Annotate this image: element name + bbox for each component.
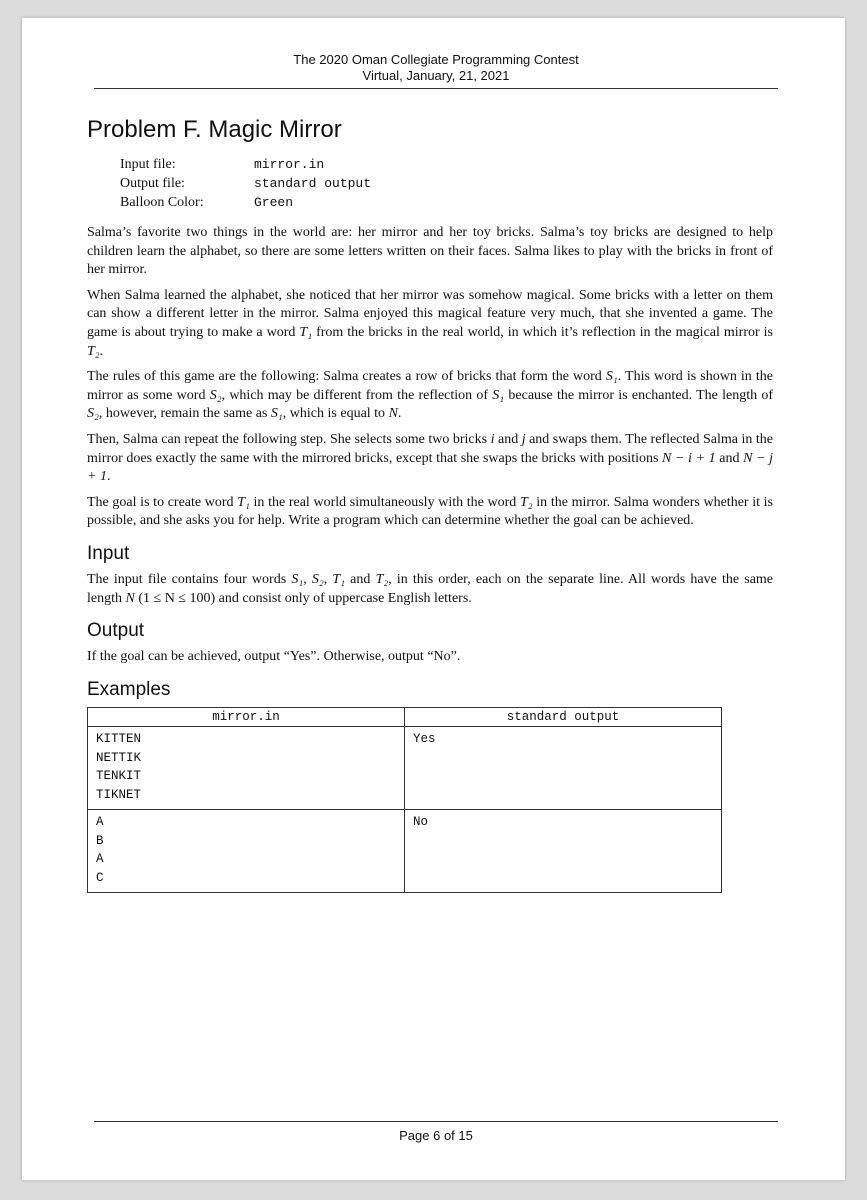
math-var: S₂ xyxy=(209,387,222,403)
text-run: , xyxy=(303,571,312,587)
text-run: The goal is to create word xyxy=(87,494,238,510)
text-run: , xyxy=(323,571,333,587)
math-var: T₂ xyxy=(519,494,533,510)
text-run: . This word is shown in the mirror as some word xyxy=(87,369,773,403)
meta-label: Input file: xyxy=(120,157,176,172)
example-input-line: TENKIT xyxy=(96,769,142,784)
examples-heading: Examples xyxy=(87,678,171,700)
example-output-cell xyxy=(405,727,722,810)
text-run: , however, remain the same as xyxy=(98,406,271,422)
math-var: T₁ xyxy=(332,571,346,587)
footer-rule xyxy=(94,1121,778,1122)
math-var: S₁ xyxy=(492,387,505,403)
text-run: , which is equal to xyxy=(282,406,389,422)
meta-output-file xyxy=(120,174,371,193)
text-run: The input file contains four words xyxy=(87,571,292,587)
text-run: because the mirror is enchanted. The length of xyxy=(504,387,773,403)
example-output-line: No xyxy=(413,815,429,830)
text-run: from the bricks in the real world, in which it’s reflection in the magical mirror is xyxy=(312,324,773,340)
example-input-line: B xyxy=(96,833,104,848)
examples-table xyxy=(87,707,722,894)
text-run: in the real world simultaneously with the word xyxy=(249,494,520,510)
meta-input-file xyxy=(120,155,371,174)
text-run: , which may be different from the reflection of xyxy=(221,387,493,403)
text-run: . xyxy=(397,406,402,422)
text-run: . xyxy=(99,343,104,359)
meta-value: standard output xyxy=(254,176,372,191)
statement-paragraph-3 xyxy=(87,368,773,424)
text-run: , in this order, each on the separate line. All words have the same length xyxy=(87,571,774,606)
meta-value: mirror.in xyxy=(254,157,325,172)
header-rule xyxy=(94,88,778,89)
meta-balloon-color xyxy=(120,193,371,212)
meta-label: Balloon Color: xyxy=(120,195,204,210)
math-expr: N − j + 1 xyxy=(87,450,773,485)
problem-title: Problem F. Magic Mirror xyxy=(87,116,342,143)
statement-paragraph-2 xyxy=(87,287,773,361)
math-var: T₂ xyxy=(375,571,389,587)
text-run: and swaps them. The reflected Salma in the mirror does exactly the same with the mirrored bricks, except that she swaps the bricks with positions xyxy=(87,431,773,466)
math-var: N xyxy=(125,590,135,606)
running-header xyxy=(94,52,778,84)
column-header-output: standard output xyxy=(405,707,722,727)
math-var: S₂ xyxy=(311,571,324,587)
contest-date: Virtual, January, 21, 2021 xyxy=(362,68,510,83)
text-run: and xyxy=(715,450,744,466)
column-header-input: mirror.in xyxy=(88,707,405,727)
output-paragraph: If the goal can be achieved, output “Yes”. Otherwise, output “No”. xyxy=(87,649,461,665)
math-var: S₁ xyxy=(291,571,304,587)
statement-paragraph-1: Salma’s favorite two things in the world are: her mirror and her toy bricks. Salma’s toy bricks are designed to help children learn the alphabet, so there are some letters written on their faces. Salma likes to play with the bricks in front of her mirror. xyxy=(87,225,773,278)
text-run: Then, Salma can repeat the following step. She selects some two bricks xyxy=(87,431,491,447)
example-input-line: TIKNET xyxy=(96,788,142,803)
text-run: in the mirror. Salma wonders whether it is possible, and she asks you for help. Write a program which can determine whether the goal can be achieved. xyxy=(87,494,773,529)
math-var: S₁ xyxy=(605,369,618,385)
math-var: N xyxy=(388,406,398,422)
examples-header-row xyxy=(88,707,722,727)
math-var: i xyxy=(490,431,495,447)
text-run: The rules of this game are the following: Salma creates a row of bricks that form the word xyxy=(87,369,606,385)
statement-paragraph-4 xyxy=(87,431,773,487)
output-heading: Output xyxy=(87,620,145,642)
text-run: . xyxy=(106,469,111,485)
page xyxy=(22,18,845,1180)
example-output-cell xyxy=(405,810,722,893)
math-var: j xyxy=(521,431,526,447)
text-run: and xyxy=(345,571,376,587)
example-input-line: NETTIK xyxy=(96,750,142,765)
math-var: T₁ xyxy=(299,324,313,340)
input-paragraph xyxy=(87,571,773,608)
statement-paragraph-5 xyxy=(87,494,773,531)
math-expr: N − i + 1 xyxy=(662,450,716,466)
text-run: and consist only of uppercase English letters. xyxy=(215,590,472,606)
example-input-line: A xyxy=(96,852,104,867)
math-var: S₁ xyxy=(270,406,283,422)
example-row xyxy=(88,727,722,810)
meta-value: Green xyxy=(254,195,294,210)
math-var: T₂ xyxy=(87,343,100,359)
contest-name: The 2020 Oman Collegiate Programming Contest xyxy=(293,52,579,67)
text-run: and xyxy=(494,431,522,447)
example-row xyxy=(88,810,722,893)
input-heading: Input xyxy=(87,542,130,564)
problem-meta xyxy=(120,155,371,212)
example-input-cell xyxy=(88,727,405,810)
math-var: S₂ xyxy=(87,406,99,422)
math-var: T₁ xyxy=(237,494,250,510)
page-number: Page 6 of 15 xyxy=(399,1128,473,1143)
meta-label: Output file: xyxy=(120,176,185,191)
text-run: When Salma learned the alphabet, she noticed that her mirror was somehow magical. Some bricks with a letter on them can show a different letter in the mirror. Salma enjoyed this magical feature very much, that she invented a game. The game is about trying to make a word xyxy=(87,287,773,340)
example-input-line: KITTEN xyxy=(96,732,142,747)
example-output-line: Yes xyxy=(413,732,436,747)
example-input-line: C xyxy=(96,871,104,886)
problem-body xyxy=(87,224,773,893)
math-constraint: (1 ≤ N ≤ 100) xyxy=(138,590,216,606)
example-input-line: A xyxy=(96,815,104,830)
example-input-cell xyxy=(88,810,405,893)
